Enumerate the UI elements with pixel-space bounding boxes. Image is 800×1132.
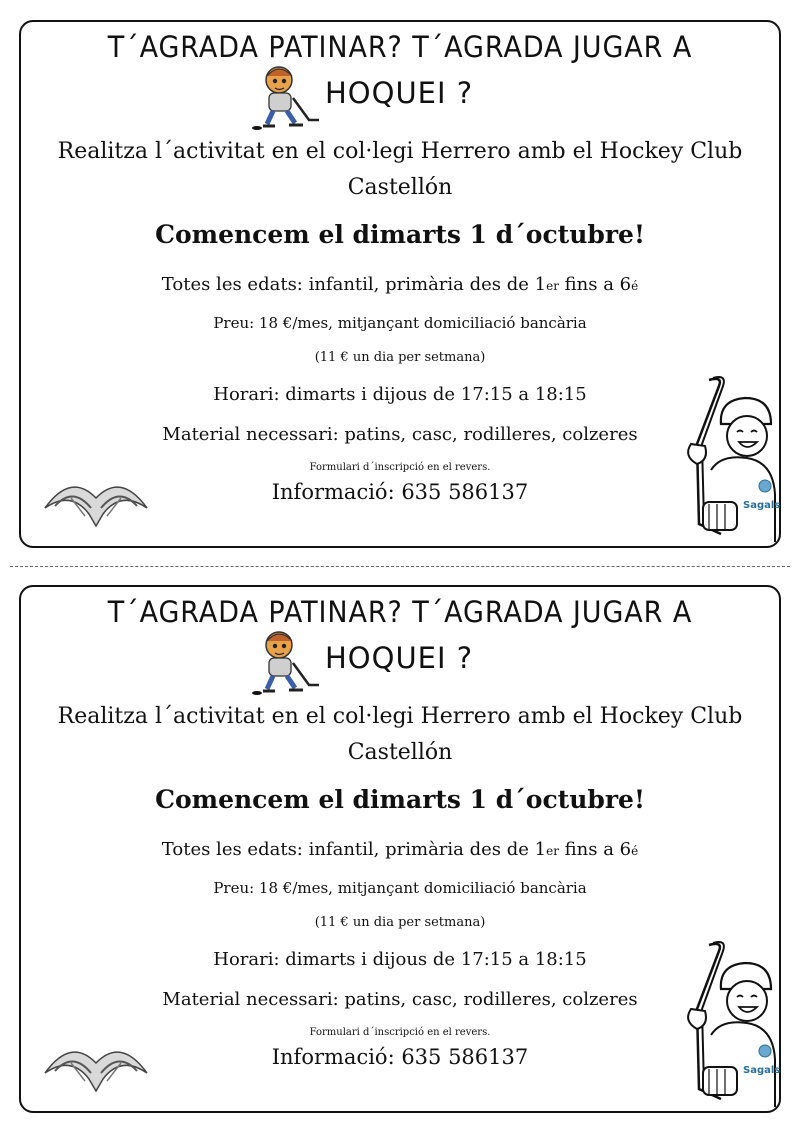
info-phone: Informació: 635 586137 [271,1045,529,1069]
schedule-text: Horari: dimarts i dijous de 17:15 a 18:15 [213,384,587,405]
kid-hockey-player-icon [249,62,321,132]
club-logo-icon [41,468,151,530]
title-line-1: T´AGRADA PATINAR? T´AGRADA JUGAR A [107,30,693,64]
form-note: Formulari d´inscripció en el revers. [309,1027,491,1038]
one-day-price-text: (11 € un dia per setmana) [314,915,486,930]
flyer-bottom [19,585,781,1113]
start-date-heading: Comencem el dimarts 1 d´octubre! [155,220,645,249]
title-line-2: HOQUEI ? [325,76,474,110]
ages-main: Totes les edats: infantil, primària des de 1 [161,839,547,860]
ages-main: Totes les edats: infantil, primària des de 1 [161,274,547,295]
intro-text: Realitza l´activitat en el col·legi Herrero amb el Hockey Club Castellón [57,704,743,765]
price-text: Preu: 18 €/mes, mitjançant domiciliació bancària [213,314,587,332]
ages-sup-2: é [631,279,639,293]
brand-label: Sagals [743,500,781,511]
brand-label: Sagals [743,1065,781,1076]
ages-sup-1: er [546,279,559,293]
material-text: Material necessari: patins, casc, rodilleres, colzeres [162,989,638,1010]
club-logo-icon [41,1033,151,1095]
hockey-player-cartoon-icon [661,939,776,1107]
info-phone: Informació: 635 586137 [271,480,529,504]
ages-sup-2: é [631,844,639,858]
start-date-heading: Comencem el dimarts 1 d´octubre! [155,785,645,814]
ages-text [21,839,779,860]
kid-hockey-player-icon [249,627,321,697]
title-line-1: T´AGRADA PATINAR? T´AGRADA JUGAR A [107,595,693,629]
title-line-2: HOQUEI ? [325,641,474,675]
one-day-price-text: (11 € un dia per setmana) [314,350,486,365]
flyer-top [19,20,781,548]
cut-line [10,566,790,567]
ages-text [21,274,779,295]
ages-sup-1: er [546,844,559,858]
ages-mid: fins a 6 [558,839,632,860]
material-text: Material necessari: patins, casc, rodilleres, colzeres [162,424,638,445]
form-note: Formulari d´inscripció en el revers. [309,462,491,473]
schedule-text: Horari: dimarts i dijous de 17:15 a 18:15 [213,949,587,970]
hockey-player-cartoon-icon [661,374,776,542]
ages-mid: fins a 6 [558,274,632,295]
intro-text: Realitza l´activitat en el col·legi Herrero amb el Hockey Club Castellón [57,139,743,200]
price-text: Preu: 18 €/mes, mitjançant domiciliació bancària [213,879,587,897]
